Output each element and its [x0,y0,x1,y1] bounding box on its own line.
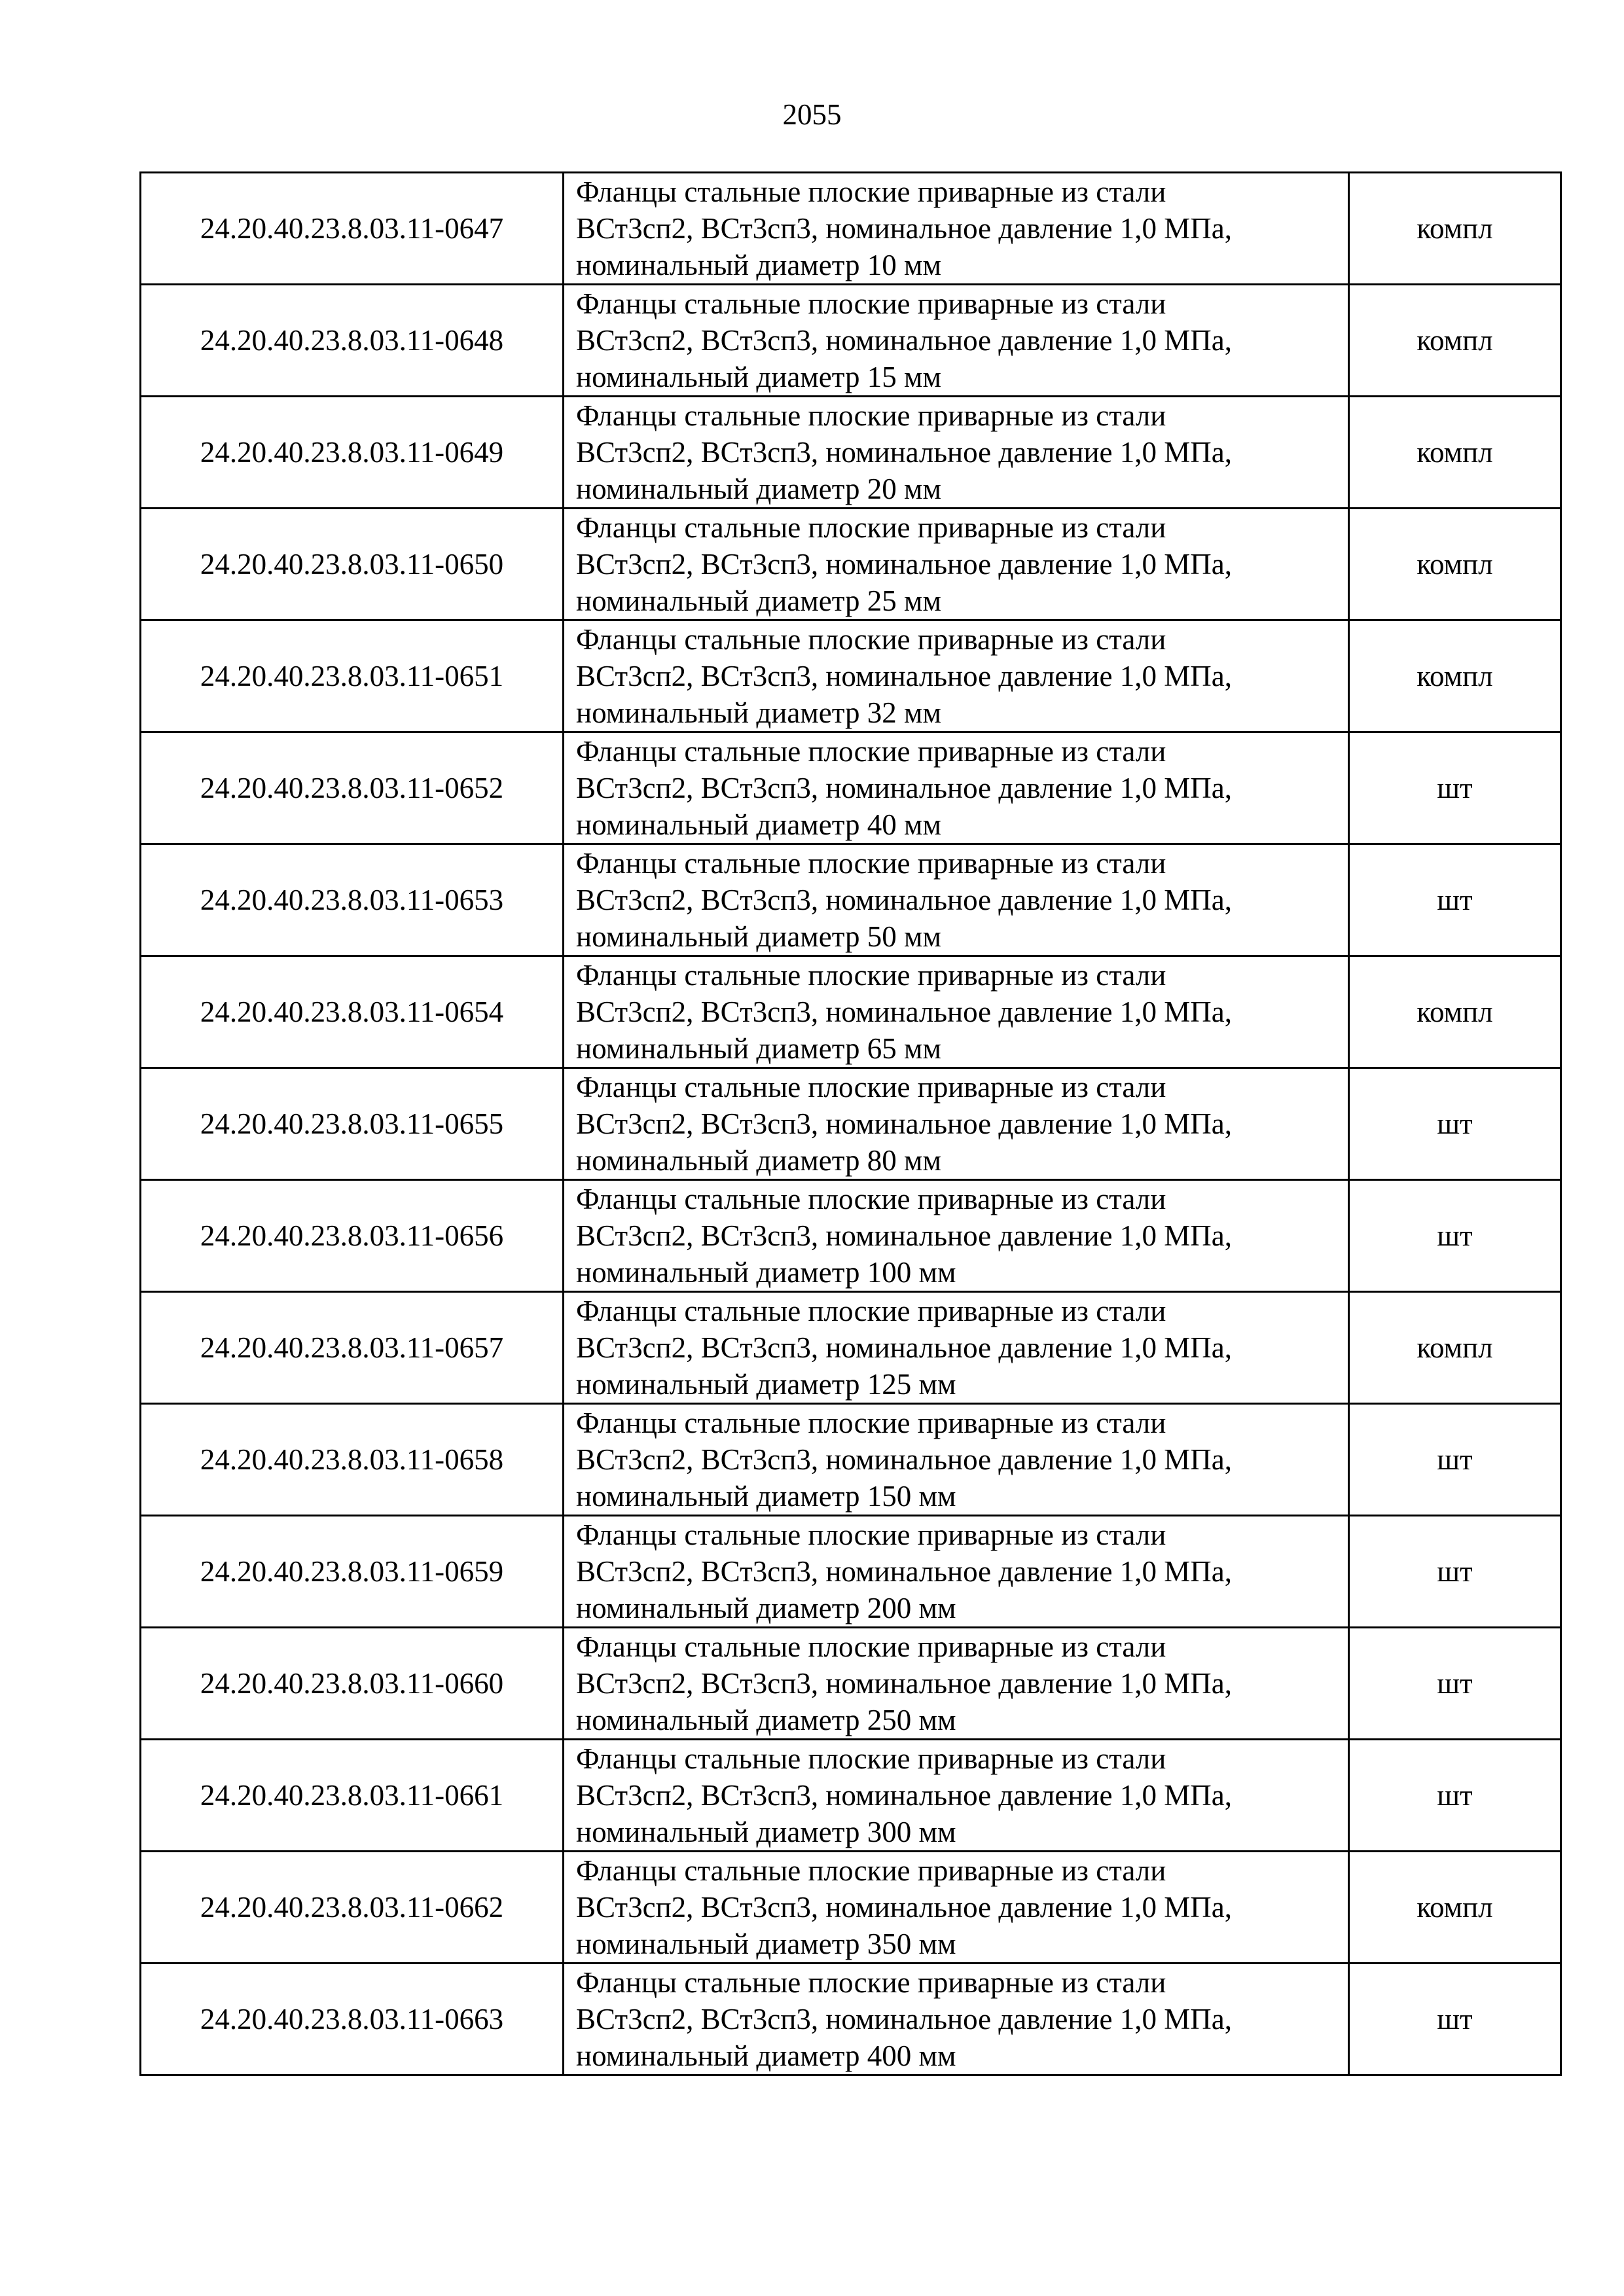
resource-description-cell [564,732,1349,844]
page-number: 2055 [782,98,842,131]
resource-code-cell: 24.20.40.23.8.03.11-0661 [141,1740,564,1852]
description-line-3: номинальный диаметр 400 мм [576,2039,956,2072]
description-line-3: номинальный диаметр 65 мм [576,1032,941,1065]
resource-description-cell [564,1852,1349,1964]
table-row [141,956,1561,1068]
description-line-1: Фланцы стальные плоские приварные из стали [576,1071,1166,1103]
description-line-2: ВСт3сп2, ВСт3сп3, номинальное давление 1,0 МПа, [576,2003,1232,2036]
description-line-1: Фланцы стальные плоские приварные из стали [576,1183,1166,1215]
table-row [141,620,1561,732]
resource-code-cell: 24.20.40.23.8.03.11-0657 [141,1292,564,1404]
description-line-3: номинальный диаметр 250 мм [576,1704,956,1736]
resource-description-cell [564,1740,1349,1852]
unit-of-measure-cell: компл [1349,285,1561,397]
unit-of-measure-cell: шт [1349,1516,1561,1628]
description-line-2: ВСт3сп2, ВСт3сп3, номинальное давление 1,0 МПа, [576,1443,1232,1476]
resource-description-cell [564,1292,1349,1404]
unit-of-measure-cell: шт [1349,1180,1561,1292]
description-line-2: ВСт3сп2, ВСт3сп3, номинальное давление 1,0 МПа, [576,324,1232,357]
table-row [141,1852,1561,1964]
description-line-2: ВСт3сп2, ВСт3сп3, номинальное давление 1,0 МПа, [576,660,1232,692]
resource-code-cell: 24.20.40.23.8.03.11-0648 [141,285,564,397]
resource-description-cell [564,1628,1349,1740]
resource-code-cell: 24.20.40.23.8.03.11-0651 [141,620,564,732]
unit-of-measure-cell: компл [1349,956,1561,1068]
description-line-1: Фланцы стальные плоские приварные из стали [576,623,1166,656]
table-row [141,1068,1561,1180]
description-line-3: номинальный диаметр 15 мм [576,361,941,393]
description-line-3: номинальный диаметр 80 мм [576,1144,941,1177]
resource-description-cell [564,620,1349,732]
description-line-3: номинальный диаметр 25 мм [576,584,941,617]
resource-code-cell: 24.20.40.23.8.03.11-0653 [141,844,564,956]
description-line-1: Фланцы стальные плоские приварные из стали [576,1295,1166,1327]
description-line-3: номинальный диаметр 40 мм [576,808,941,841]
unit-of-measure-cell: компл [1349,509,1561,620]
unit-of-measure-cell: шт [1349,844,1561,956]
resource-code-cell: 24.20.40.23.8.03.11-0650 [141,509,564,620]
description-line-2: ВСт3сп2, ВСт3сп3, номинальное давление 1,0 МПа, [576,1779,1232,1812]
resource-description-cell [564,285,1349,397]
description-line-3: номинальный диаметр 50 мм [576,920,941,953]
resource-code-cell: 24.20.40.23.8.03.11-0662 [141,1852,564,1964]
description-line-1: Фланцы стальные плоские приварные из стали [576,1518,1166,1551]
table-row [141,1404,1561,1516]
description-line-2: ВСт3сп2, ВСт3сп3, номинальное давление 1,0 МПа, [576,548,1232,581]
description-line-2: ВСт3сп2, ВСт3сп3, номинальное давление 1,0 МПа, [576,1219,1232,1252]
unit-of-measure-cell: шт [1349,1740,1561,1852]
description-line-3: номинальный диаметр 100 мм [576,1256,956,1289]
description-line-2: ВСт3сп2, ВСт3сп3, номинальное давление 1,0 МПа, [576,884,1232,916]
description-line-1: Фланцы стальные плоские приварные из стали [576,511,1166,544]
description-line-3: номинальный диаметр 300 мм [576,1816,956,1848]
description-line-3: номинальный диаметр 32 мм [576,696,941,729]
table-row [141,1628,1561,1740]
resource-code-cell: 24.20.40.23.8.03.11-0655 [141,1068,564,1180]
table-row [141,509,1561,620]
description-line-3: номинальный диаметр 10 мм [576,249,941,281]
unit-of-measure-cell: компл [1349,397,1561,509]
description-line-2: ВСт3сп2, ВСт3сп3, номинальное давление 1,0 МПа, [576,212,1232,245]
table-row [141,1516,1561,1628]
resource-description-cell [564,397,1349,509]
resource-description-cell [564,1180,1349,1292]
description-line-1: Фланцы стальные плоские приварные из стали [576,735,1166,768]
table-row [141,1964,1561,2075]
resource-description-cell [564,1404,1349,1516]
resource-code-cell: 24.20.40.23.8.03.11-0649 [141,397,564,509]
unit-of-measure-cell: компл [1349,173,1561,285]
description-line-1: Фланцы стальные плоские приварные из стали [576,1854,1166,1887]
description-line-1: Фланцы стальные плоские приварные из стали [576,1630,1166,1663]
description-line-2: ВСт3сп2, ВСт3сп3, номинальное давление 1,0 МПа, [576,996,1232,1028]
description-line-3: номинальный диаметр 200 мм [576,1592,956,1624]
description-line-2: ВСт3сп2, ВСт3сп3, номинальное давление 1,0 МПа, [576,436,1232,469]
table-row [141,1292,1561,1404]
table-row [141,1180,1561,1292]
unit-of-measure-cell: шт [1349,1068,1561,1180]
description-line-1: Фланцы стальные плоские приварные из стали [576,287,1166,320]
description-line-1: Фланцы стальные плоские приварные из стали [576,1407,1166,1439]
table-row [141,397,1561,509]
description-line-1: Фланцы стальные плоские приварные из стали [576,175,1166,208]
description-line-2: ВСт3сп2, ВСт3сп3, номинальное давление 1,0 МПа, [576,1107,1232,1140]
unit-of-measure-cell: шт [1349,732,1561,844]
description-line-3: номинальный диаметр 350 мм [576,1928,956,1960]
resource-code-cell: 24.20.40.23.8.03.11-0647 [141,173,564,285]
table-row [141,1740,1561,1852]
resource-code-cell: 24.20.40.23.8.03.11-0656 [141,1180,564,1292]
description-line-3: номинальный диаметр 125 мм [576,1368,956,1401]
table-row [141,844,1561,956]
description-line-1: Фланцы стальные плоские приварные из стали [576,847,1166,880]
description-line-2: ВСт3сп2, ВСт3сп3, номинальное давление 1,0 МПа, [576,1555,1232,1588]
description-line-3: номинальный диаметр 150 мм [576,1480,956,1513]
description-line-1: Фланцы стальные плоские приварные из стали [576,1966,1166,1999]
description-line-2: ВСт3сп2, ВСт3сп3, номинальное давление 1,0 МПа, [576,1891,1232,1924]
table-row [141,732,1561,844]
table-row [141,285,1561,397]
resource-code-cell: 24.20.40.23.8.03.11-0659 [141,1516,564,1628]
resource-table [139,171,1562,2076]
resource-code-cell: 24.20.40.23.8.03.11-0652 [141,732,564,844]
resource-code-cell: 24.20.40.23.8.03.11-0660 [141,1628,564,1740]
unit-of-measure-cell: компл [1349,620,1561,732]
description-line-2: ВСт3сп2, ВСт3сп3, номинальное давление 1,0 МПа, [576,1331,1232,1364]
resource-description-cell [564,1068,1349,1180]
table-row [141,173,1561,285]
description-line-2: ВСт3сп2, ВСт3сп3, номинальное давление 1,0 МПа, [576,1667,1232,1700]
resource-code-cell: 24.20.40.23.8.03.11-0663 [141,1964,564,2075]
resource-description-cell [564,1516,1349,1628]
unit-of-measure-cell: компл [1349,1292,1561,1404]
unit-of-measure-cell: шт [1349,1964,1561,2075]
unit-of-measure-cell: компл [1349,1852,1561,1964]
resource-code-cell: 24.20.40.23.8.03.11-0654 [141,956,564,1068]
description-line-1: Фланцы стальные плоские приварные из стали [576,959,1166,992]
resource-description-cell [564,844,1349,956]
resource-description-cell [564,509,1349,620]
unit-of-measure-cell: шт [1349,1628,1561,1740]
resource-description-cell [564,1964,1349,2075]
description-line-1: Фланцы стальные плоские приварные из стали [576,399,1166,432]
description-line-1: Фланцы стальные плоские приварные из стали [576,1742,1166,1775]
description-line-2: ВСт3сп2, ВСт3сп3, номинальное давление 1,0 МПа, [576,772,1232,804]
resource-description-cell [564,173,1349,285]
resource-code-cell: 24.20.40.23.8.03.11-0658 [141,1404,564,1516]
resource-description-cell [564,956,1349,1068]
description-line-3: номинальный диаметр 20 мм [576,473,941,505]
unit-of-measure-cell: шт [1349,1404,1561,1516]
table-body [141,173,1561,2075]
